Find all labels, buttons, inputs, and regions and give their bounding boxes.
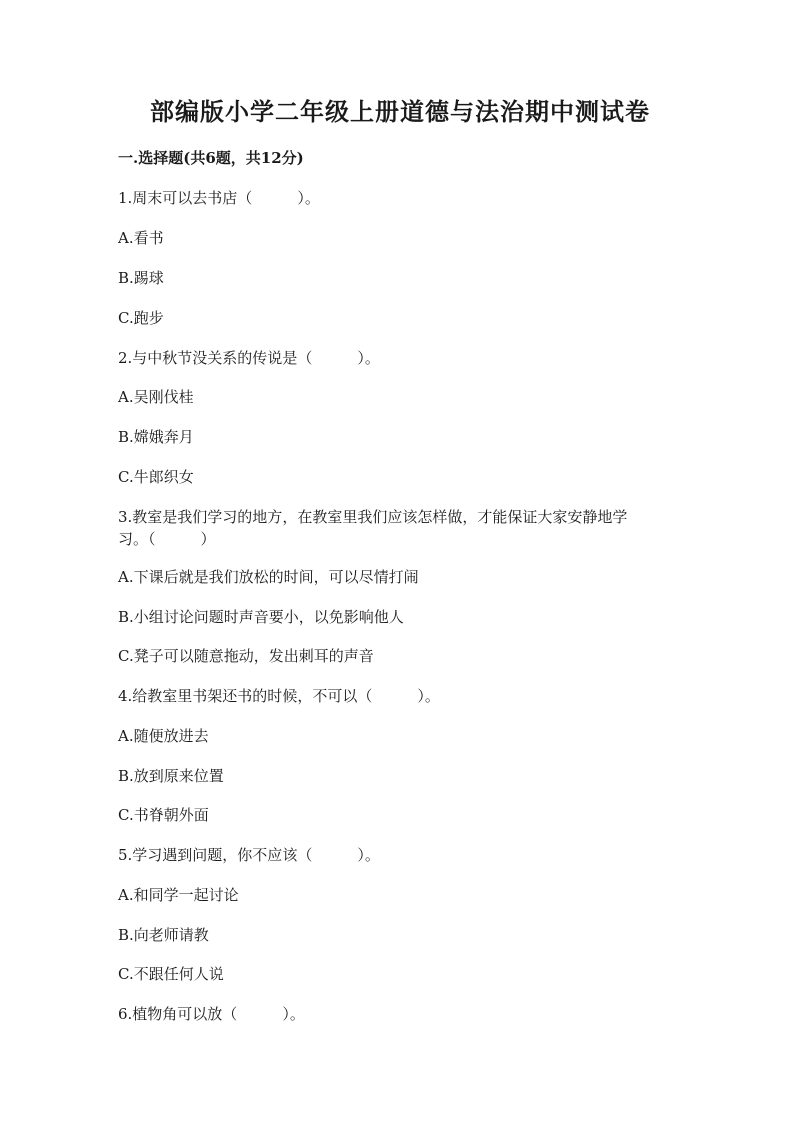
question-5-option-c: C.不跟任何人说 [118,965,224,983]
section-heading: 一.选择题(共6题，共12分) [118,149,304,167]
question-3-option-c: C.凳子可以随意拖动，发出刺耳的声音 [118,647,374,665]
question-2-stem: 2.与中秋节没关系的传说是（ ）。 [118,349,380,367]
page-title: 部编版小学二年级上册道德与法治期中测试卷 [150,97,650,126]
question-1-stem: 1.周末可以去书店（ ）。 [118,189,320,207]
question-1-option-b: B.踢球 [118,269,164,287]
question-3-stem-line-1: 3.教室是我们学习的地方，在教室里我们应该怎样做，才能保证大家安静地学 [118,508,628,526]
question-1-option-a: A.看书 [118,229,164,247]
question-3-option-b: B.小组讨论问题时声音要小，以免影响他人 [118,608,404,626]
question-3-stem-line-2: 习。（ ） [118,530,216,548]
question-6-stem: 6.植物角可以放（ ）。 [118,1005,305,1023]
question-2-option-b: B.嫦娥奔月 [118,428,194,446]
question-4-option-a: A.随便放进去 [118,727,209,745]
question-5-option-b: B.向老师请教 [118,926,209,944]
question-3-option-a: A.下课后就是我们放松的时间，可以尽情打闹 [118,568,419,586]
question-5-stem: 5.学习遇到问题，你不应该（ ）。 [118,846,380,864]
question-4-option-c: C.书脊朝外面 [118,806,209,824]
question-2-option-a: A.吴刚伐桂 [118,388,194,406]
question-2-option-c: C.牛郎织女 [118,468,194,486]
question-5-option-a: A.和同学一起讨论 [118,886,239,904]
question-1-option-c: C.跑步 [118,309,164,327]
question-4-option-b: B.放到原来位置 [118,767,224,785]
question-4-stem: 4.给教室里书架还书的时候，不可以（ ）。 [118,687,440,705]
